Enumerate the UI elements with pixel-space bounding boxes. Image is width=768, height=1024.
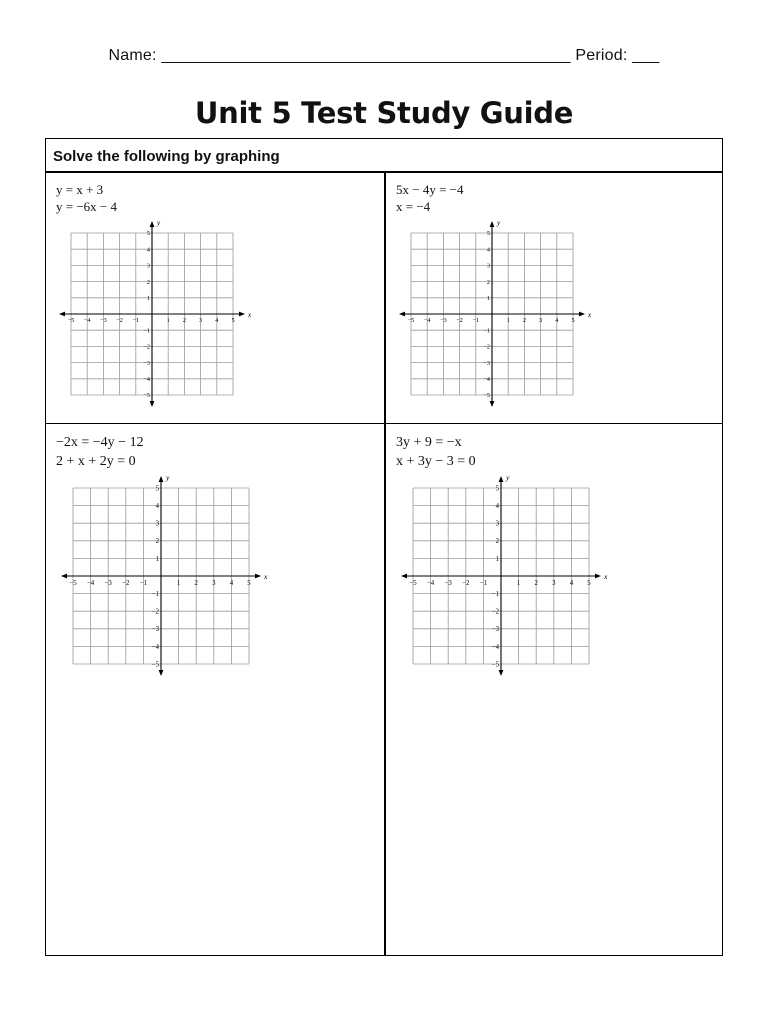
problem-3-equation-2: 2 + x + 2y = 0 xyxy=(56,454,136,469)
y-tick-label: −3 xyxy=(491,626,499,634)
y-axis-down-arrow-icon xyxy=(499,670,504,676)
x-tick-label: −2 xyxy=(116,317,123,325)
x-tick-label: 2 xyxy=(182,317,186,325)
y-tick-label: −2 xyxy=(143,343,150,351)
y-tick-label: 2 xyxy=(486,278,490,286)
problem-4 xyxy=(386,424,724,955)
y-tick-label: −4 xyxy=(151,643,159,651)
x-tick-label: 4 xyxy=(229,579,234,587)
y-tick-label: −1 xyxy=(151,590,159,598)
x-tick-label: 4 xyxy=(555,317,559,325)
y-tick-label: −2 xyxy=(483,343,490,351)
y-tick-label: −1 xyxy=(483,327,490,335)
x-axis-right-arrow-icon xyxy=(239,312,245,317)
x-tick-label: −3 xyxy=(444,579,452,587)
y-tick-label: −1 xyxy=(491,590,499,598)
problem-3 xyxy=(46,424,384,955)
y-axis-up-arrow-icon xyxy=(150,221,155,227)
x-tick-label: 1 xyxy=(506,317,510,325)
problem-2-equation-2: x = −4 xyxy=(396,199,431,214)
y-tick-label: 5 xyxy=(146,230,150,238)
y-tick-label: −4 xyxy=(483,375,490,383)
name-period-line: Name: _____________________________________________ Period: ___ xyxy=(108,47,660,64)
y-axis-up-arrow-icon xyxy=(159,476,164,482)
x-axis-label: x xyxy=(588,311,592,319)
y-tick-label: −5 xyxy=(483,392,490,400)
x-tick-label: 2 xyxy=(522,317,526,325)
x-axis-right-arrow-icon xyxy=(595,574,601,579)
y-tick-label: 2 xyxy=(495,538,499,546)
x-tick-label: −2 xyxy=(456,317,463,325)
y-tick-label: 4 xyxy=(146,246,150,254)
y-tick-label: 3 xyxy=(146,262,150,270)
problem-4-equation-2: x + 3y − 3 = 0 xyxy=(396,454,476,469)
x-tick-label: −5 xyxy=(69,579,77,587)
x-axis-left-arrow-icon xyxy=(61,574,67,579)
y-tick-label: 4 xyxy=(486,246,490,254)
problem-1-equation-2: y = −6x − 4 xyxy=(56,199,117,214)
y-tick-label: 3 xyxy=(155,520,159,528)
x-axis-label: x xyxy=(604,572,608,581)
x-tick-label: 4 xyxy=(569,579,574,587)
y-tick-label: −2 xyxy=(151,608,159,616)
x-axis-label: x xyxy=(264,572,268,581)
y-axis-label: y xyxy=(497,219,501,227)
x-tick-label: −5 xyxy=(407,317,415,325)
x-tick-label: 3 xyxy=(539,317,543,325)
problem-3-coordinate-grid[interactable] xyxy=(61,473,268,682)
y-tick-label: 2 xyxy=(146,278,150,286)
x-tick-label: −4 xyxy=(426,579,435,587)
x-axis-label: x xyxy=(248,311,252,319)
x-tick-label: 3 xyxy=(212,579,216,587)
y-axis-down-arrow-icon xyxy=(150,401,155,407)
y-tick-label: −4 xyxy=(143,375,150,383)
x-tick-label: −2 xyxy=(462,579,470,587)
x-tick-label: 5 xyxy=(247,579,251,587)
instruction-header xyxy=(46,139,722,173)
y-tick-label: 5 xyxy=(155,485,159,493)
x-tick-label: −3 xyxy=(440,317,447,325)
x-tick-label: −4 xyxy=(86,579,95,587)
y-tick-label: −2 xyxy=(491,608,499,616)
y-tick-label: 1 xyxy=(155,555,159,563)
y-axis-label: y xyxy=(506,473,510,482)
x-tick-label: −3 xyxy=(100,317,107,325)
x-tick-label: −1 xyxy=(132,317,140,325)
worksheet-table xyxy=(45,138,723,956)
x-axis-left-arrow-icon xyxy=(399,312,405,317)
y-tick-label: 4 xyxy=(155,502,159,510)
y-tick-label: −1 xyxy=(143,327,150,335)
y-tick-label: 3 xyxy=(495,520,499,528)
problem-4-equation-1: 3y + 9 = −x xyxy=(396,435,462,450)
y-axis-label: y xyxy=(166,473,170,482)
y-tick-label: −5 xyxy=(143,392,150,400)
instruction-text: Solve the following by graphing xyxy=(53,148,280,165)
problem-1-coordinate-grid[interactable] xyxy=(59,219,252,413)
x-tick-label: 4 xyxy=(215,317,219,325)
x-tick-label: 2 xyxy=(194,579,198,587)
y-axis-up-arrow-icon xyxy=(499,476,504,482)
x-tick-label: −5 xyxy=(409,579,417,587)
x-tick-label: 1 xyxy=(166,317,170,325)
x-tick-label: −3 xyxy=(104,579,112,587)
problem-2 xyxy=(386,173,724,423)
x-tick-label: 2 xyxy=(534,579,538,587)
x-tick-label: 5 xyxy=(231,317,235,325)
y-tick-label: 4 xyxy=(495,502,499,510)
y-tick-label: 3 xyxy=(486,262,490,270)
x-tick-label: −4 xyxy=(83,317,91,325)
x-tick-label: −5 xyxy=(67,317,75,325)
y-tick-label: 5 xyxy=(495,485,499,493)
x-tick-label: 1 xyxy=(516,579,521,587)
y-tick-label: 1 xyxy=(146,294,150,302)
y-tick-label: −4 xyxy=(491,643,499,651)
y-axis-down-arrow-icon xyxy=(490,401,495,407)
y-tick-label: −5 xyxy=(151,661,159,669)
problem-4-coordinate-grid[interactable] xyxy=(401,473,608,682)
y-axis-label: y xyxy=(157,219,161,227)
x-tick-label: 3 xyxy=(552,579,556,587)
page-title: Unit 5 Test Study Guide xyxy=(194,96,574,130)
y-tick-label: 5 xyxy=(486,230,490,238)
x-tick-label: 3 xyxy=(199,317,203,325)
y-axis-down-arrow-icon xyxy=(159,670,164,676)
x-axis-left-arrow-icon xyxy=(401,574,407,579)
problem-2-coordinate-grid[interactable] xyxy=(399,219,592,413)
x-axis-right-arrow-icon xyxy=(579,312,585,317)
y-tick-label: 1 xyxy=(486,294,490,302)
x-tick-label: −1 xyxy=(139,579,148,587)
problem-2-equation-1: 5x − 4y = −4 xyxy=(396,182,464,197)
x-tick-label: 5 xyxy=(571,317,575,325)
y-axis-up-arrow-icon xyxy=(490,221,495,227)
x-tick-label: −1 xyxy=(472,317,480,325)
x-tick-label: 5 xyxy=(587,579,591,587)
x-axis-left-arrow-icon xyxy=(59,312,65,317)
y-tick-label: −3 xyxy=(151,626,159,634)
y-tick-label: 2 xyxy=(155,538,159,546)
problem-1 xyxy=(46,173,384,423)
x-axis-right-arrow-icon xyxy=(255,574,261,579)
x-tick-label: −4 xyxy=(423,317,431,325)
y-tick-label: 1 xyxy=(495,555,499,563)
y-tick-label: −3 xyxy=(143,359,150,367)
y-tick-label: −5 xyxy=(491,661,499,669)
problem-3-equation-1: −2x = −4y − 12 xyxy=(56,435,144,450)
x-tick-label: −1 xyxy=(479,579,488,587)
problem-1-equation-1: y = x + 3 xyxy=(56,182,104,197)
y-tick-label: −3 xyxy=(483,359,490,367)
x-tick-label: 1 xyxy=(176,579,181,587)
x-tick-label: −2 xyxy=(122,579,130,587)
